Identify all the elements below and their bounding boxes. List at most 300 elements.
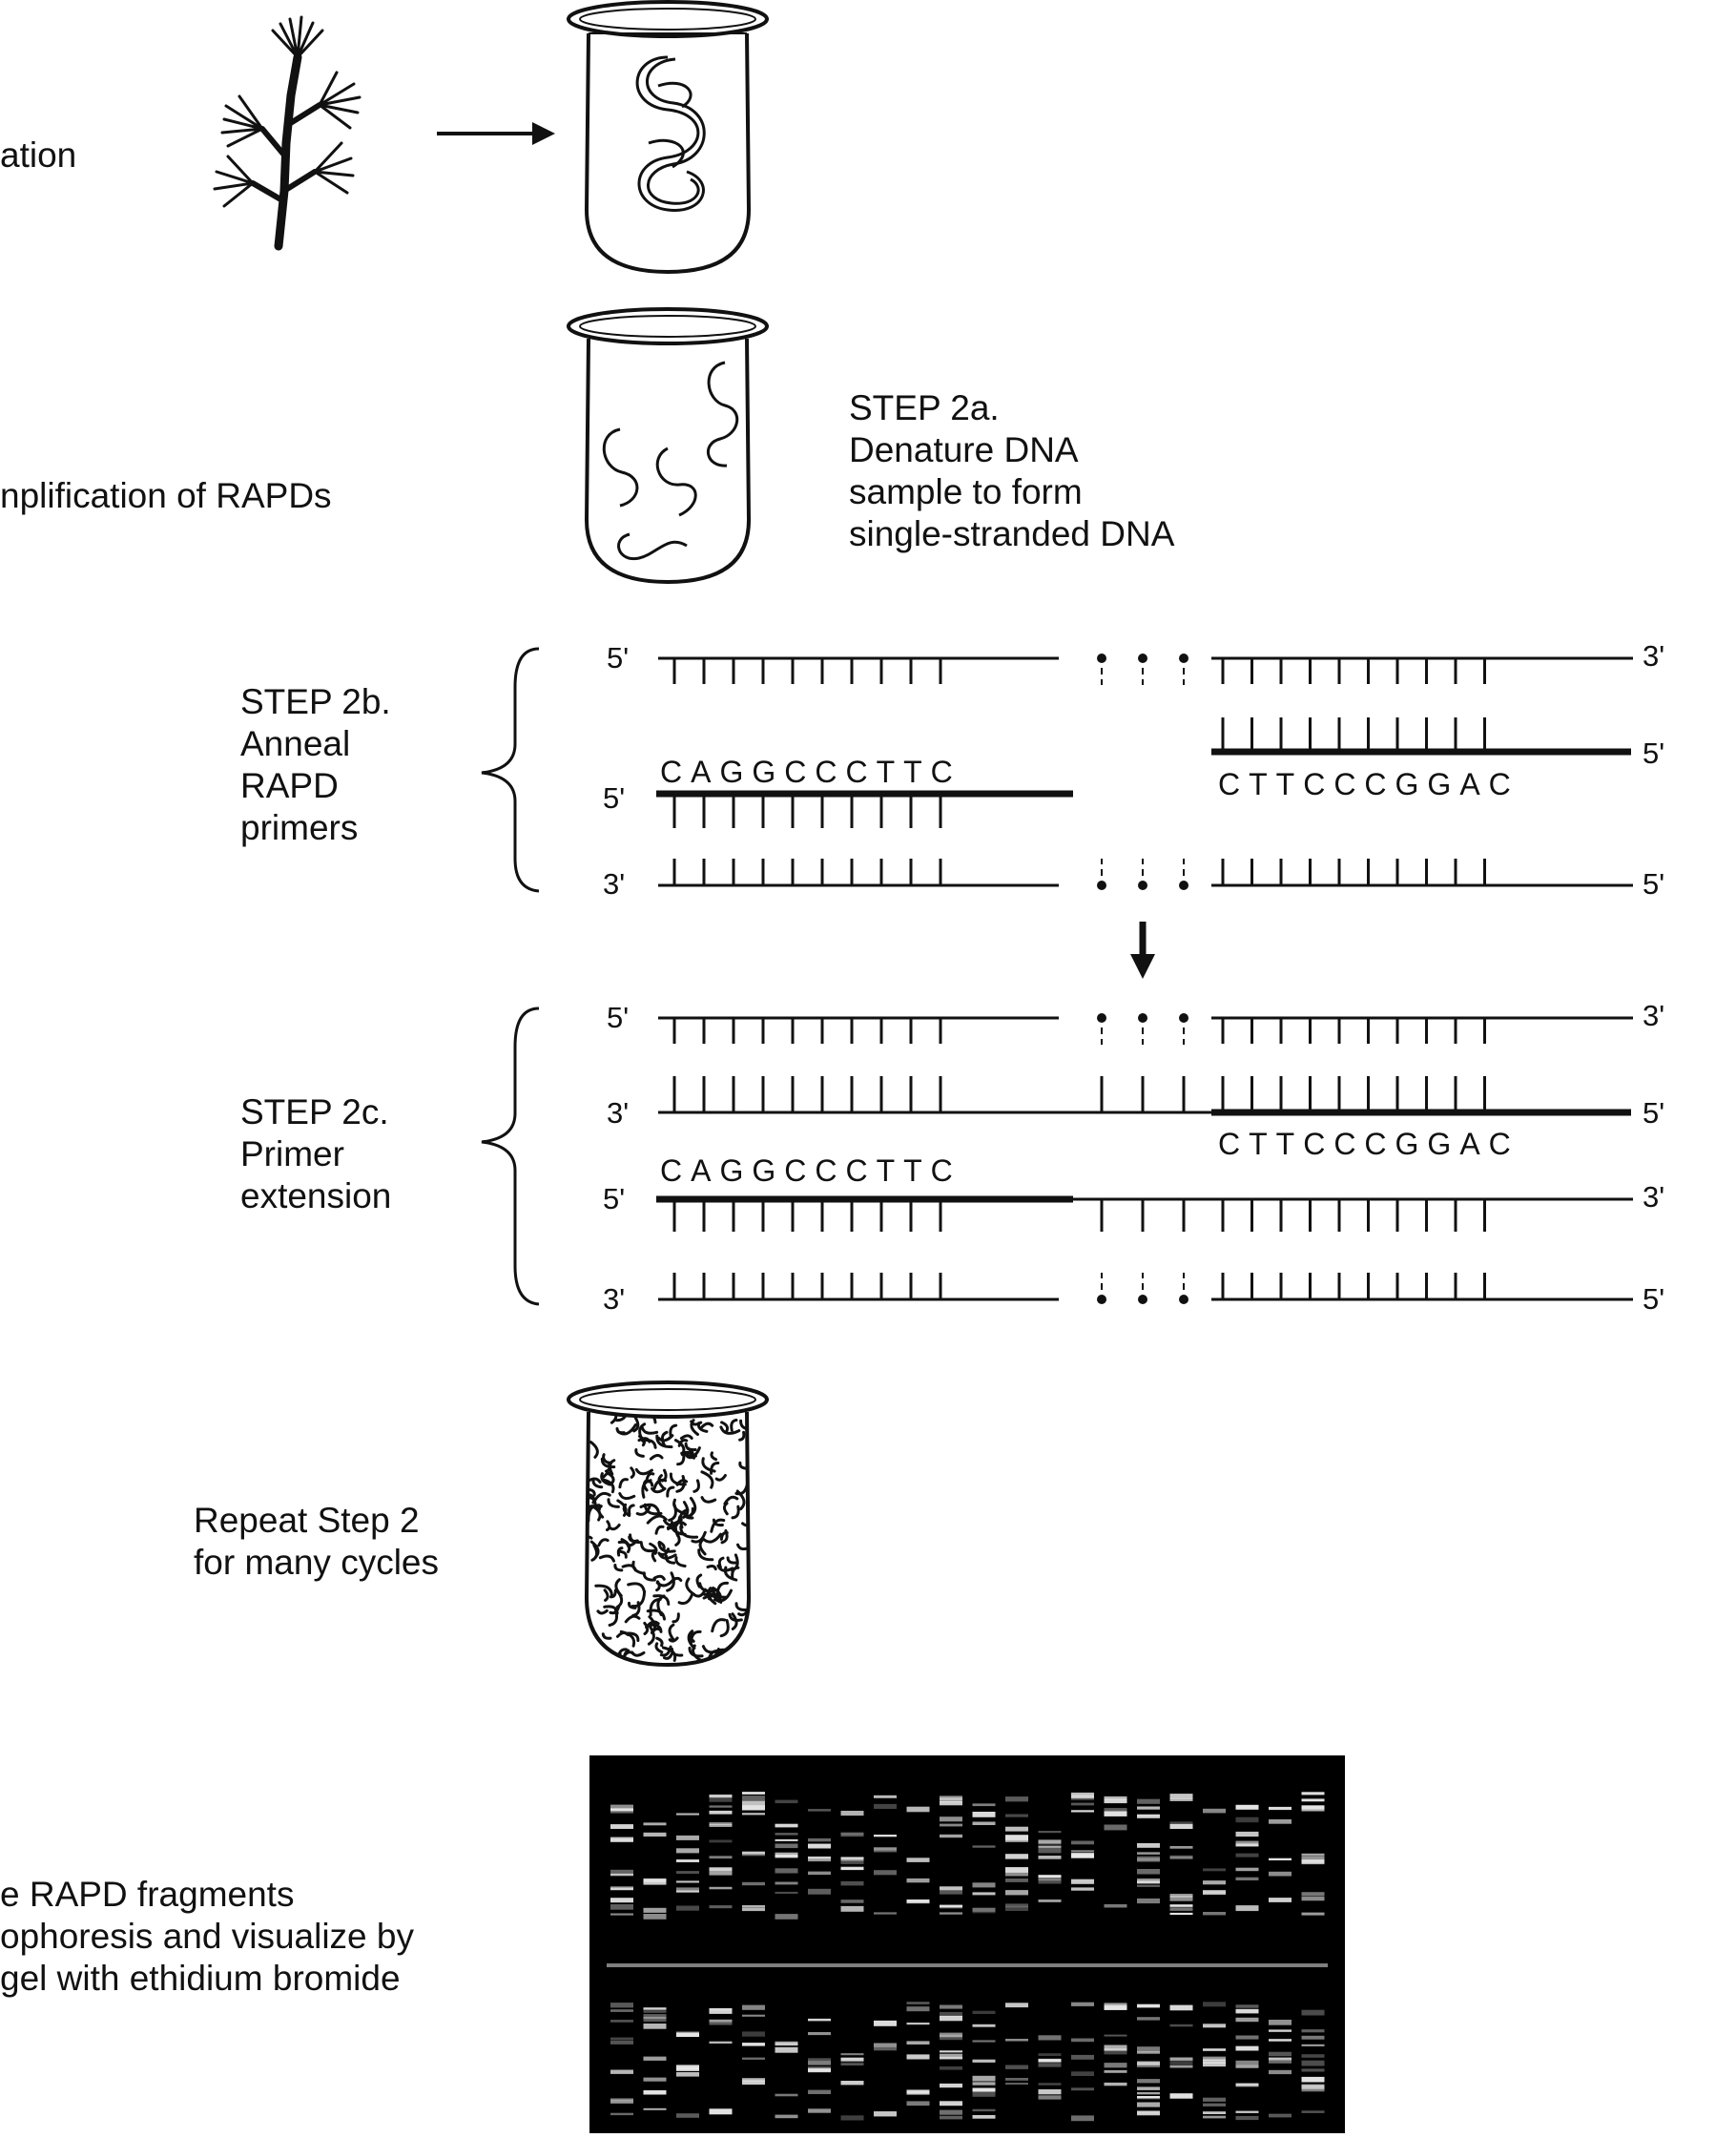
gel-band — [1005, 1907, 1028, 1912]
gel-band — [907, 1858, 930, 1862]
gel-band — [1170, 2065, 1193, 2068]
gel-band — [775, 2094, 798, 2097]
gel-band — [742, 2043, 765, 2046]
gel-band — [1137, 2079, 1160, 2083]
gel-band — [742, 1792, 765, 1795]
gel-band — [644, 2017, 667, 2022]
gap-dot — [1179, 1295, 1188, 1304]
gel-band — [940, 2016, 962, 2021]
gel-band — [775, 1839, 798, 1841]
gel-band — [710, 2008, 733, 2011]
gel-band — [676, 1906, 699, 1911]
gel-band — [644, 2057, 667, 2061]
gel-band — [874, 2044, 897, 2047]
gel-band — [1039, 2053, 1062, 2056]
gel-band — [841, 2058, 864, 2063]
gel-band — [907, 2101, 930, 2106]
gel-band — [1071, 2115, 1094, 2121]
gel-band — [841, 1811, 864, 1816]
gel-band — [973, 2088, 996, 2092]
gel-band — [710, 1805, 733, 1807]
gel-band — [1105, 1796, 1127, 1800]
gel-band — [644, 2010, 667, 2013]
gel-band — [1269, 1872, 1292, 1877]
gel-band — [710, 2042, 733, 2044]
gel-band — [1071, 1850, 1094, 1852]
gel-band — [940, 1886, 962, 1890]
gel-band — [973, 2076, 996, 2081]
gel-band — [1302, 1859, 1325, 1864]
gel-band — [808, 2032, 831, 2035]
repeat-line-2: for many cycles — [194, 1543, 440, 1582]
gap-dot — [1138, 1013, 1147, 1023]
gel-band — [874, 1912, 897, 1914]
gel-band — [973, 2024, 996, 2027]
gel-band — [1137, 1885, 1160, 1887]
gel-band — [1269, 2060, 1292, 2064]
gel-band — [1170, 1824, 1193, 1829]
gel-band — [1302, 1792, 1325, 1795]
step2c-end-r2-left: 3' — [607, 1096, 630, 1130]
gel-band — [1105, 2070, 1127, 2073]
gel-band — [808, 1809, 831, 1812]
gel-band — [940, 1816, 962, 1821]
gel-band — [874, 2047, 897, 2051]
gel-band — [1039, 1899, 1062, 1902]
gel-band — [710, 1867, 733, 1871]
gel-band — [808, 1838, 831, 1841]
step2c-end-r4-left: 3' — [603, 1282, 626, 1316]
gel-band — [1236, 1817, 1259, 1823]
gel-band — [1203, 2098, 1226, 2102]
gel-band — [1005, 2083, 1028, 2085]
gel-band — [676, 2113, 699, 2118]
gel-band — [940, 2084, 962, 2087]
gel-band — [775, 2115, 798, 2119]
gap-dot — [1097, 1295, 1106, 1304]
gel-band — [676, 1814, 699, 1816]
gel-band — [1105, 1904, 1127, 1908]
gel-band — [1302, 1798, 1325, 1801]
gap-dot — [1138, 1295, 1147, 1304]
step2c-line-1: STEP 2c. — [240, 1092, 389, 1131]
gel-image — [589, 1755, 1345, 2133]
gel-band — [808, 2068, 831, 2072]
gel-band — [1236, 2046, 1259, 2051]
gel-band — [742, 1882, 765, 1885]
gel-band — [1170, 2061, 1193, 2065]
gel-band — [710, 1811, 733, 1815]
gel-band — [1302, 1854, 1325, 1856]
gel-band — [1302, 2045, 1325, 2046]
gel-band — [1071, 2087, 1094, 2090]
gel-band — [775, 1853, 798, 1857]
gel-band — [1137, 1899, 1160, 1903]
gel-band — [907, 2054, 930, 2059]
gel-band — [1302, 2068, 1325, 2071]
gel-band — [1137, 1815, 1160, 1818]
step2b-end-bottom-right: 5' — [1643, 867, 1665, 901]
gel-band — [973, 2060, 996, 2063]
gel-band — [610, 1824, 633, 1829]
gel-band — [775, 1844, 798, 1849]
gel-band — [940, 2050, 962, 2052]
gel-band — [1302, 2054, 1325, 2058]
gel-band — [1071, 1887, 1094, 1890]
gel-band — [710, 1822, 733, 1825]
dna-fragment — [738, 1659, 741, 1668]
gel-band — [1236, 2009, 1259, 2014]
gel-band — [775, 2042, 798, 2046]
step2b-end-mid-left: 5' — [603, 781, 626, 815]
gel-band — [1302, 1897, 1325, 1900]
gel-band — [1071, 1793, 1094, 1798]
gel-band — [1039, 1839, 1062, 1844]
gel-band — [1203, 2057, 1226, 2061]
gel-band — [841, 1867, 864, 1869]
step2c-end-r4-right: 5' — [1643, 1282, 1665, 1316]
gap-dot — [1097, 654, 1106, 663]
gel-band — [1005, 1890, 1028, 1895]
gel-band — [1137, 2092, 1160, 2094]
gel-dye-front — [607, 1963, 1328, 1967]
gel-band — [1005, 2065, 1028, 2069]
gel-band — [1071, 1841, 1094, 1845]
gel-band — [1005, 1835, 1028, 1840]
step2b-primer-right-seq: CTTCCCGGAC — [1218, 767, 1519, 801]
step2a-line-4: single-stranded DNA — [849, 514, 1175, 553]
gel-band — [775, 1800, 798, 1804]
gel-band — [610, 2038, 633, 2041]
gel-band — [808, 2108, 831, 2112]
gel-band — [1170, 1821, 1193, 1824]
beaker-icon — [568, 309, 767, 582]
gel-band — [676, 2031, 699, 2036]
gel-band — [1105, 2083, 1127, 2086]
gel-band — [610, 2113, 633, 2115]
gel-band — [1302, 2085, 1325, 2089]
gel-band — [710, 1796, 733, 1802]
step2b-end-bottom-left: 3' — [603, 867, 626, 901]
gel-band — [1170, 1907, 1193, 1911]
gel-band — [1039, 2059, 1062, 2063]
gel-band — [1236, 2036, 1259, 2040]
gel-band — [1039, 1848, 1062, 1853]
gel-band — [1170, 2005, 1193, 2011]
gel-band — [1302, 1913, 1325, 1916]
gel-band — [1302, 1805, 1325, 1809]
gel-band — [808, 1843, 831, 1846]
gel-band — [775, 1892, 798, 1894]
gel-band — [1302, 2029, 1325, 2032]
gel-band — [1137, 1807, 1160, 1810]
gel-band — [742, 1801, 765, 1806]
step2b-line-3: RAPD — [240, 766, 339, 805]
gel-band — [1302, 1892, 1325, 1896]
gel-band — [874, 1847, 897, 1850]
gel-band — [940, 1835, 962, 1837]
gel-band — [907, 1807, 930, 1813]
step2a-line-2: Denature DNA — [849, 430, 1079, 469]
gel-band — [1039, 2089, 1062, 2094]
gel-band — [1105, 1808, 1127, 1812]
gel-band — [1137, 2062, 1160, 2065]
gel-band — [973, 1803, 996, 1806]
step2c-end-r3-left: 5' — [603, 1182, 626, 1215]
gel-band — [874, 1804, 897, 1809]
gel-band — [1236, 2004, 1259, 2007]
gel-band — [1005, 2003, 1028, 2007]
gel-band — [940, 2101, 962, 2106]
gel-band — [874, 1850, 897, 1852]
gel-band — [1170, 1798, 1193, 1801]
gel-band — [1170, 1794, 1193, 1799]
gel-band — [710, 1887, 733, 1890]
gel-band — [610, 2100, 633, 2104]
gel-band — [808, 1857, 831, 1859]
gel-band — [742, 1796, 765, 1801]
step2b-line-2: Anneal — [240, 724, 351, 763]
gel-band — [610, 2003, 633, 2007]
gel-band — [1269, 2070, 1292, 2074]
gel-band — [1005, 2078, 1028, 2081]
gap-dot — [1179, 654, 1188, 663]
gel-band — [940, 1801, 962, 1806]
gel-band — [610, 1874, 633, 1876]
gel-band — [1302, 2061, 1325, 2066]
gel-band — [742, 1813, 765, 1815]
gel-band — [710, 2022, 733, 2024]
gel-band — [841, 2115, 864, 2120]
gel-band — [1236, 1843, 1259, 1846]
step3-line-1: e RAPD fragments — [0, 1875, 295, 1914]
gel-band — [973, 1812, 996, 1817]
gel-band — [1203, 2048, 1226, 2051]
gel-band — [1236, 1878, 1259, 1880]
gel-band — [644, 1879, 667, 1882]
step2c-line-3: extension — [240, 1176, 392, 1215]
gel-band — [841, 1899, 864, 1903]
gel-band — [644, 2078, 667, 2082]
step2c-brace — [482, 1008, 539, 1304]
gel-band — [1105, 2003, 1127, 2009]
gel-band — [1039, 2083, 1062, 2085]
gel-band — [644, 1914, 667, 1920]
gel-band — [1269, 2039, 1292, 2042]
gel-band — [742, 2031, 765, 2036]
gel-band — [742, 2015, 765, 2017]
gel-band — [907, 1879, 930, 1882]
gel-band — [644, 1908, 667, 1913]
gap-dot — [1179, 881, 1188, 890]
gel-band — [973, 1882, 996, 1887]
gel-band — [874, 2111, 897, 2116]
gel-band — [1170, 2093, 1193, 2099]
gel-band — [841, 2081, 864, 2085]
gel-band — [1236, 1832, 1259, 1837]
gap-dot — [1179, 1013, 1188, 1023]
gel-band — [1039, 1846, 1062, 1848]
gel-band — [710, 1905, 733, 1908]
gel-band — [1039, 2035, 1062, 2040]
gel-band — [1170, 1846, 1193, 1849]
gel-band — [742, 1907, 765, 1911]
gel-band — [1137, 1858, 1160, 1860]
gel-band — [1071, 1879, 1094, 1884]
gel-band — [1203, 1880, 1226, 1884]
step2b-line-4: primers — [240, 808, 359, 847]
gel-band — [907, 1899, 930, 1903]
gap-dot — [1097, 881, 1106, 890]
gel-band — [742, 2082, 765, 2085]
step1-label: ation — [0, 135, 77, 175]
gel-band — [1105, 2035, 1127, 2037]
step2b-brace — [482, 649, 539, 891]
gel-band — [1269, 1819, 1292, 1824]
gel-band — [841, 1859, 864, 1862]
gel-band — [742, 1905, 765, 1907]
gel-band — [1203, 1912, 1226, 1915]
gel-band — [676, 1859, 699, 1862]
gap-dot — [1138, 881, 1147, 890]
gel-band — [1071, 1810, 1094, 1812]
gel-band — [1137, 2051, 1160, 2053]
gel-band — [940, 1890, 962, 1894]
gel-band — [1236, 1805, 1259, 1810]
gel-band — [742, 2005, 765, 2010]
step2c-end-r3-right: 3' — [1643, 1180, 1665, 1214]
arrow-down-icon — [1130, 922, 1155, 979]
gel-band — [610, 1904, 633, 1910]
gel-band — [940, 2005, 962, 2009]
gel-band — [1170, 1913, 1193, 1915]
beaker-icon — [568, 2, 767, 272]
gel-band — [874, 1835, 897, 1837]
gel-band — [610, 2009, 633, 2012]
gel-band — [808, 1889, 831, 1895]
step2b-end-top-left: 5' — [607, 641, 630, 675]
gel-band — [644, 2090, 667, 2095]
gel-band — [1236, 1868, 1259, 1872]
gel-band — [1005, 1879, 1028, 1882]
gel-band — [610, 1808, 633, 1811]
gel-band — [676, 1836, 699, 1840]
gel-band — [644, 2007, 667, 2010]
step3-line-2: ophoresis and visualize by — [0, 1917, 414, 1956]
gel-band — [874, 2021, 897, 2026]
gel-band — [1269, 1858, 1292, 1860]
gel-band — [610, 2020, 633, 2023]
gel-band — [1236, 2018, 1259, 2022]
gel-band — [808, 1872, 831, 1876]
gel-band — [1105, 1812, 1127, 1816]
gel-band — [610, 1898, 633, 1902]
gel-band — [1170, 2024, 1193, 2027]
gel-band — [1203, 2104, 1226, 2107]
gel-band — [1005, 1854, 1028, 1858]
gap-dot — [1097, 1013, 1106, 1023]
step2c-end-r1-left: 5' — [607, 1001, 630, 1034]
gel-band — [1203, 2063, 1226, 2067]
gel-band — [1236, 2061, 1259, 2065]
step2c-primer-left-seq: CAGGCCCTTC — [660, 1153, 961, 1188]
gel-band — [1269, 2058, 1292, 2061]
gel-band — [1005, 1815, 1028, 1817]
gel-band — [1071, 1803, 1094, 1806]
gel-band — [973, 2091, 996, 2097]
gel-band — [1071, 1854, 1094, 1858]
gel-band — [644, 2024, 667, 2029]
gel-band — [940, 2110, 962, 2115]
gel-band — [644, 1822, 667, 1825]
gel-band — [676, 2065, 699, 2069]
gel-band — [1302, 2036, 1325, 2040]
gel-band — [1071, 1798, 1094, 1801]
gel-band — [710, 1871, 733, 1876]
step2c-line-2: Primer — [240, 1134, 344, 1173]
gel-band — [1170, 2058, 1193, 2061]
gel-band — [1236, 2084, 1259, 2086]
gel-band — [907, 2041, 930, 2045]
gel-band — [841, 1906, 864, 1912]
gel-band — [1302, 2110, 1325, 2113]
gel-band — [1203, 2111, 1226, 2114]
gel-band — [1005, 1827, 1028, 1832]
gel-band — [808, 2090, 831, 2094]
gel-band — [1269, 2052, 1292, 2057]
gel-band — [1137, 2096, 1160, 2098]
gel-band — [710, 1856, 733, 1858]
gel-band — [940, 2116, 962, 2120]
gel-band — [1170, 1894, 1193, 1898]
gel-band — [973, 1845, 996, 1847]
gel-band — [1236, 2111, 1259, 2113]
gel-band — [644, 2108, 667, 2110]
gel-band — [1137, 2103, 1160, 2107]
gel-band — [1071, 2071, 1094, 2076]
gel-band — [1269, 1898, 1292, 1902]
step2c-end-r2-right: 5' — [1643, 1096, 1665, 1130]
step2b-end-upper-right: 5' — [1643, 737, 1665, 770]
gel-band — [1105, 2063, 1127, 2067]
gel-band — [1170, 1857, 1193, 1858]
gel-band — [1269, 2020, 1292, 2025]
gel-band — [1302, 2077, 1325, 2083]
gel-band — [775, 1824, 798, 1828]
gel-band — [940, 2066, 962, 2070]
gel-band — [610, 1914, 633, 1916]
gel-band — [1269, 1807, 1292, 1810]
gel-band — [940, 1912, 962, 1914]
gel-band — [1302, 2010, 1325, 2016]
gel-band — [1005, 1873, 1028, 1877]
gel-band — [1039, 2063, 1062, 2066]
gel-band — [940, 1824, 962, 1827]
step3-line-3: gel with ethidium bromide — [0, 1959, 401, 1998]
gel-band — [808, 2062, 831, 2065]
step2c-primer-right-seq: CTTCCCGGAC — [1218, 1127, 1519, 1161]
beaker-icon — [568, 1382, 767, 1672]
gel-band — [1236, 1854, 1259, 1858]
gap-dot — [1138, 654, 1147, 663]
gel-band — [1137, 2111, 1160, 2115]
gel-band — [1269, 2029, 1292, 2031]
gel-band — [973, 2011, 996, 2014]
gel-band — [676, 1848, 699, 1853]
gel-band — [610, 2070, 633, 2074]
gel-band — [1137, 1799, 1160, 1804]
gel-band — [1071, 2039, 1094, 2043]
